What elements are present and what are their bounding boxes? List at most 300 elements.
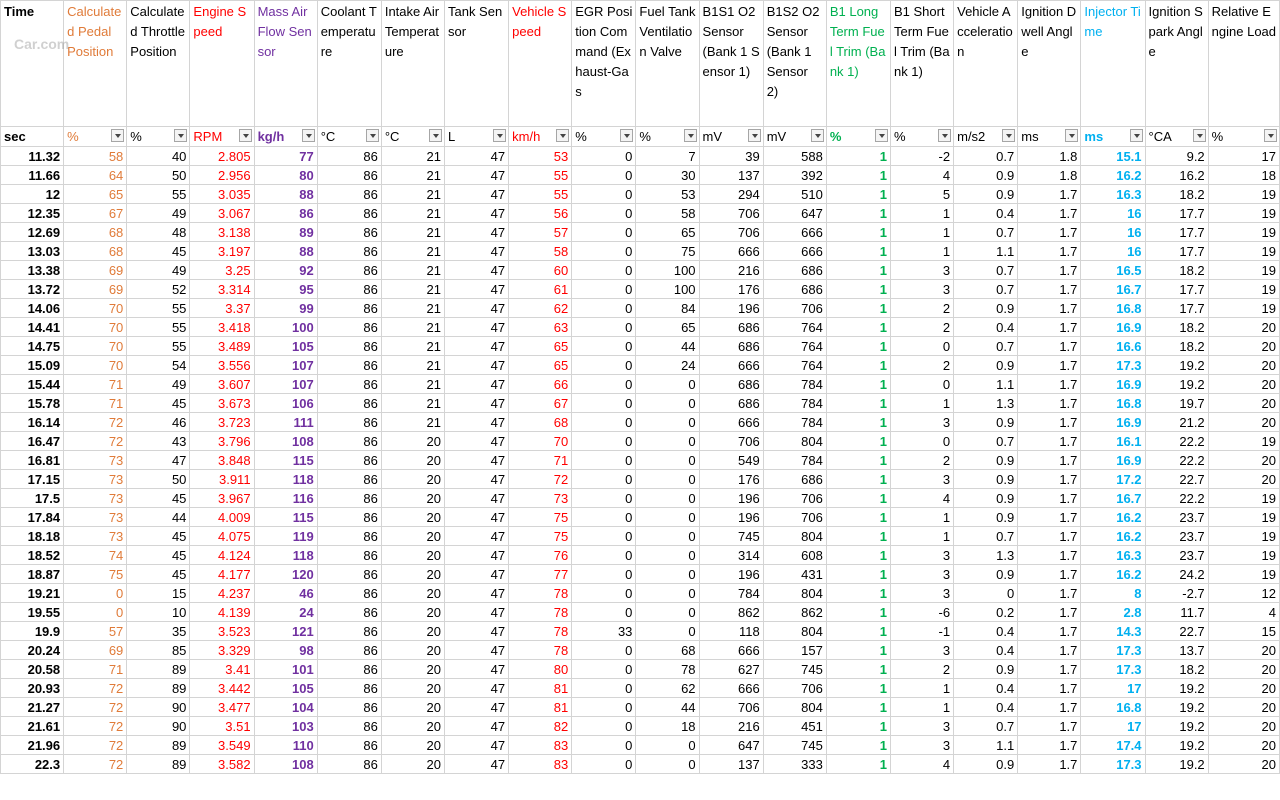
table-cell[interactable]: 0 [636, 622, 699, 641]
table-cell[interactable]: 3.035 [190, 185, 254, 204]
table-cell[interactable]: 12.35 [1, 204, 64, 223]
table-cell[interactable]: 40 [127, 147, 190, 166]
table-cell[interactable]: 47 [444, 242, 508, 261]
table-cell[interactable]: 86 [317, 166, 381, 185]
table-cell[interactable]: 0 [572, 356, 636, 375]
table-cell[interactable]: 17.7 [1145, 299, 1208, 318]
table-cell[interactable]: 50 [127, 166, 190, 185]
table-cell[interactable]: 0.4 [954, 622, 1018, 641]
column-header[interactable]: Intake Air Temperature [381, 1, 444, 127]
table-cell[interactable]: 0 [636, 432, 699, 451]
table-cell[interactable]: 3.067 [190, 204, 254, 223]
table-cell[interactable]: 20 [1208, 755, 1279, 774]
table-cell[interactable]: 19.2 [1145, 717, 1208, 736]
table-cell[interactable]: 1 [890, 527, 953, 546]
table-cell[interactable]: 3.314 [190, 280, 254, 299]
table-cell[interactable]: 20 [381, 698, 444, 717]
table-cell[interactable]: 784 [763, 413, 826, 432]
table-cell[interactable]: 1 [890, 223, 953, 242]
table-cell[interactable]: 15.1 [1081, 147, 1145, 166]
table-cell[interactable]: 16.2 [1081, 166, 1145, 185]
table-cell[interactable]: 2.956 [190, 166, 254, 185]
column-header[interactable]: Ignition Dwell Angle [1018, 1, 1081, 127]
table-cell[interactable]: 1 [826, 698, 890, 717]
filter-dropdown-icon[interactable] [239, 129, 252, 142]
table-cell[interactable]: 47 [444, 394, 508, 413]
table-cell[interactable]: 15 [1208, 622, 1279, 641]
table-cell[interactable]: 706 [763, 299, 826, 318]
table-cell[interactable]: 69 [64, 280, 127, 299]
table-cell[interactable]: 3.607 [190, 375, 254, 394]
table-cell[interactable]: 1 [890, 394, 953, 413]
table-cell[interactable]: 0.9 [954, 185, 1018, 204]
table-cell[interactable]: 104 [254, 698, 317, 717]
table-cell[interactable]: 0 [636, 508, 699, 527]
table-cell[interactable]: 1.7 [1018, 261, 1081, 280]
table-cell[interactable]: 608 [763, 546, 826, 565]
table-cell[interactable]: 47 [444, 546, 508, 565]
table-cell[interactable]: 45 [127, 527, 190, 546]
table-cell[interactable]: 2 [890, 660, 953, 679]
table-cell[interactable]: 58 [636, 204, 699, 223]
column-header[interactable]: Injector Time [1081, 1, 1145, 127]
table-cell[interactable]: 0 [572, 318, 636, 337]
table-cell[interactable]: 88 [254, 242, 317, 261]
table-cell[interactable]: 73 [64, 527, 127, 546]
unit-cell[interactable] [699, 127, 763, 147]
table-cell[interactable]: 0.4 [954, 318, 1018, 337]
table-cell[interactable]: 1 [826, 413, 890, 432]
filter-dropdown-icon[interactable] [429, 129, 442, 142]
table-cell[interactable]: 86 [317, 698, 381, 717]
table-cell[interactable]: 3.556 [190, 356, 254, 375]
table-cell[interactable]: 1.7 [1018, 413, 1081, 432]
table-cell[interactable]: 16 [1081, 223, 1145, 242]
table-cell[interactable]: 86 [254, 204, 317, 223]
table-cell[interactable]: 16.3 [1081, 185, 1145, 204]
table-cell[interactable]: 196 [699, 489, 763, 508]
table-cell[interactable]: 20 [381, 755, 444, 774]
table-cell[interactable]: 0 [572, 755, 636, 774]
table-cell[interactable]: 62 [509, 299, 572, 318]
table-cell[interactable]: 686 [699, 375, 763, 394]
table-cell[interactable]: 0 [572, 261, 636, 280]
table-cell[interactable]: 20 [381, 451, 444, 470]
table-cell[interactable]: 20 [381, 603, 444, 622]
table-cell[interactable]: 86 [317, 546, 381, 565]
table-cell[interactable]: 0 [890, 375, 953, 394]
table-cell[interactable]: 81 [509, 679, 572, 698]
table-cell[interactable]: 22.3 [1, 755, 64, 774]
table-cell[interactable]: 47 [444, 261, 508, 280]
table-cell[interactable]: 16 [1081, 204, 1145, 223]
table-cell[interactable]: 16.14 [1, 413, 64, 432]
table-cell[interactable]: 11.32 [1, 147, 64, 166]
table-cell[interactable]: 21 [381, 375, 444, 394]
table-cell[interactable]: 86 [317, 223, 381, 242]
table-cell[interactable]: 86 [317, 432, 381, 451]
table-cell[interactable]: 0.9 [954, 451, 1018, 470]
table-cell[interactable]: 47 [444, 660, 508, 679]
table-cell[interactable]: 20 [1208, 641, 1279, 660]
table-cell[interactable]: 3.723 [190, 413, 254, 432]
table-cell[interactable]: 47 [444, 470, 508, 489]
table-cell[interactable]: 20 [381, 717, 444, 736]
table-cell[interactable]: 196 [699, 565, 763, 584]
table-cell[interactable]: 1.7 [1018, 242, 1081, 261]
table-cell[interactable]: 90 [127, 717, 190, 736]
table-cell[interactable]: 20 [1208, 470, 1279, 489]
table-cell[interactable]: 3.37 [190, 299, 254, 318]
unit-cell[interactable] [444, 127, 508, 147]
table-cell[interactable]: 0 [636, 584, 699, 603]
table-cell[interactable]: 72 [64, 413, 127, 432]
table-cell[interactable]: 5 [890, 185, 953, 204]
unit-cell[interactable] [1208, 127, 1279, 147]
table-cell[interactable]: 19 [1208, 280, 1279, 299]
table-cell[interactable]: 105 [254, 337, 317, 356]
table-cell[interactable]: 12 [1208, 584, 1279, 603]
table-cell[interactable]: 1 [826, 546, 890, 565]
table-cell[interactable]: 47 [444, 337, 508, 356]
table-cell[interactable]: 686 [699, 337, 763, 356]
table-cell[interactable]: 3.967 [190, 489, 254, 508]
table-cell[interactable]: 0.4 [954, 641, 1018, 660]
table-cell[interactable]: 18.2 [1145, 318, 1208, 337]
table-cell[interactable]: 72 [509, 470, 572, 489]
table-cell[interactable]: 19.2 [1145, 375, 1208, 394]
table-cell[interactable]: 0.9 [954, 356, 1018, 375]
table-cell[interactable]: 20 [381, 527, 444, 546]
table-cell[interactable]: 3.848 [190, 451, 254, 470]
table-cell[interactable]: 666 [699, 413, 763, 432]
table-cell[interactable]: 13.03 [1, 242, 64, 261]
table-cell[interactable]: -1 [890, 622, 953, 641]
table-cell[interactable]: 1 [890, 508, 953, 527]
unit-cell[interactable] [127, 127, 190, 147]
table-cell[interactable]: 764 [763, 337, 826, 356]
table-cell[interactable]: 0 [572, 204, 636, 223]
table-cell[interactable]: 11.66 [1, 166, 64, 185]
column-header[interactable]: Coolant Temperature [317, 1, 381, 127]
table-cell[interactable]: 47 [444, 508, 508, 527]
table-cell[interactable]: 0 [636, 375, 699, 394]
table-cell[interactable]: 22.7 [1145, 470, 1208, 489]
table-cell[interactable]: 4.139 [190, 603, 254, 622]
table-cell[interactable]: 784 [763, 451, 826, 470]
table-cell[interactable]: 784 [763, 375, 826, 394]
table-cell[interactable]: 20 [1208, 318, 1279, 337]
table-cell[interactable]: 20 [1208, 698, 1279, 717]
table-cell[interactable]: 1.7 [1018, 489, 1081, 508]
table-cell[interactable]: 804 [763, 584, 826, 603]
table-cell[interactable]: 21 [381, 242, 444, 261]
column-header[interactable]: Tank Sensor [444, 1, 508, 127]
column-header[interactable]: Relative Engine Load [1208, 1, 1279, 127]
table-cell[interactable]: 100 [636, 261, 699, 280]
table-cell[interactable]: 16.1 [1081, 432, 1145, 451]
table-cell[interactable]: 86 [317, 489, 381, 508]
table-cell[interactable]: 3.25 [190, 261, 254, 280]
table-cell[interactable]: 19.2 [1145, 755, 1208, 774]
table-cell[interactable]: 3.329 [190, 641, 254, 660]
table-cell[interactable]: 16.9 [1081, 375, 1145, 394]
table-cell[interactable]: 86 [317, 584, 381, 603]
table-cell[interactable]: 1 [826, 622, 890, 641]
table-cell[interactable]: 107 [254, 375, 317, 394]
table-cell[interactable]: 4.237 [190, 584, 254, 603]
table-cell[interactable]: 74 [64, 546, 127, 565]
table-cell[interactable]: 1.7 [1018, 641, 1081, 660]
table-cell[interactable]: 86 [317, 299, 381, 318]
table-cell[interactable]: 1.1 [954, 242, 1018, 261]
table-cell[interactable]: 106 [254, 394, 317, 413]
unit-cell[interactable] [381, 127, 444, 147]
table-cell[interactable]: 47 [444, 299, 508, 318]
table-cell[interactable]: 86 [317, 185, 381, 204]
table-cell[interactable]: 1 [826, 299, 890, 318]
table-cell[interactable]: 95 [254, 280, 317, 299]
table-cell[interactable]: 47 [444, 755, 508, 774]
column-header[interactable]: Calculated Pedal Position [64, 1, 127, 127]
unit-cell[interactable] [509, 127, 572, 147]
unit-cell[interactable] [64, 127, 127, 147]
table-cell[interactable]: 17.15 [1, 470, 64, 489]
table-cell[interactable]: 0 [572, 470, 636, 489]
table-cell[interactable]: 1 [826, 641, 890, 660]
table-cell[interactable]: 1.3 [954, 394, 1018, 413]
table-cell[interactable]: 86 [317, 204, 381, 223]
table-cell[interactable]: 47 [444, 679, 508, 698]
table-cell[interactable]: 16.9 [1081, 451, 1145, 470]
table-cell[interactable]: 4.124 [190, 546, 254, 565]
table-cell[interactable]: 16.6 [1081, 337, 1145, 356]
table-cell[interactable]: 0 [572, 603, 636, 622]
table-cell[interactable]: 19 [1208, 261, 1279, 280]
table-cell[interactable]: 1 [826, 147, 890, 166]
table-cell[interactable]: 19.2 [1145, 698, 1208, 717]
table-cell[interactable]: 19.55 [1, 603, 64, 622]
table-cell[interactable]: 0 [572, 166, 636, 185]
table-cell[interactable]: 17.3 [1081, 755, 1145, 774]
table-cell[interactable]: 16.7 [1081, 280, 1145, 299]
table-cell[interactable]: 0 [636, 413, 699, 432]
table-cell[interactable]: 92 [254, 261, 317, 280]
filter-dropdown-icon[interactable] [938, 129, 951, 142]
table-cell[interactable]: 86 [317, 451, 381, 470]
table-cell[interactable]: 1 [826, 584, 890, 603]
table-cell[interactable]: 1 [826, 185, 890, 204]
table-cell[interactable]: 77 [254, 147, 317, 166]
filter-dropdown-icon[interactable] [748, 129, 761, 142]
table-cell[interactable]: 23.7 [1145, 527, 1208, 546]
table-cell[interactable]: 20 [381, 470, 444, 489]
table-cell[interactable]: 21 [381, 166, 444, 185]
table-cell[interactable]: 1 [826, 736, 890, 755]
table-cell[interactable]: 3.549 [190, 736, 254, 755]
table-cell[interactable]: 86 [317, 679, 381, 698]
table-cell[interactable]: 89 [127, 736, 190, 755]
table-cell[interactable]: 0 [636, 565, 699, 584]
table-cell[interactable]: 19.9 [1, 622, 64, 641]
table-cell[interactable]: 0 [572, 299, 636, 318]
table-cell[interactable]: 19 [1208, 508, 1279, 527]
table-cell[interactable]: 0 [572, 280, 636, 299]
table-cell[interactable]: 14.06 [1, 299, 64, 318]
table-cell[interactable]: 21 [381, 204, 444, 223]
table-cell[interactable]: 21.61 [1, 717, 64, 736]
table-cell[interactable]: 1.7 [1018, 736, 1081, 755]
table-cell[interactable]: 3.911 [190, 470, 254, 489]
table-cell[interactable]: 0 [572, 451, 636, 470]
table-cell[interactable]: 18 [1208, 166, 1279, 185]
table-cell[interactable]: 686 [699, 318, 763, 337]
table-cell[interactable]: 20 [381, 489, 444, 508]
table-cell[interactable]: 47 [444, 717, 508, 736]
table-cell[interactable]: 20 [1208, 337, 1279, 356]
table-cell[interactable]: 0 [572, 375, 636, 394]
table-cell[interactable]: 666 [699, 641, 763, 660]
table-cell[interactable]: 0 [636, 603, 699, 622]
table-cell[interactable]: 4 [890, 166, 953, 185]
table-cell[interactable]: 804 [763, 527, 826, 546]
table-cell[interactable]: 73 [64, 508, 127, 527]
table-cell[interactable]: 0.7 [954, 280, 1018, 299]
table-cell[interactable]: 86 [317, 527, 381, 546]
table-cell[interactable]: 78 [509, 584, 572, 603]
table-cell[interactable]: 1 [826, 660, 890, 679]
table-cell[interactable]: 1.1 [954, 736, 1018, 755]
table-cell[interactable]: 3.418 [190, 318, 254, 337]
table-cell[interactable]: 0.7 [954, 261, 1018, 280]
table-cell[interactable]: 3.138 [190, 223, 254, 242]
table-cell[interactable]: 70 [509, 432, 572, 451]
table-cell[interactable]: 3 [890, 280, 953, 299]
table-cell[interactable]: 0.7 [954, 147, 1018, 166]
table-cell[interactable]: 21 [381, 223, 444, 242]
table-cell[interactable]: 55 [127, 318, 190, 337]
column-header[interactable]: Vehicle Speed [509, 1, 572, 127]
table-cell[interactable]: 3 [890, 261, 953, 280]
table-cell[interactable]: 8 [1081, 584, 1145, 603]
table-cell[interactable]: 47 [444, 489, 508, 508]
table-cell[interactable]: 0.7 [954, 527, 1018, 546]
table-cell[interactable]: 21 [381, 413, 444, 432]
table-cell[interactable]: 0.9 [954, 489, 1018, 508]
table-cell[interactable]: 15.09 [1, 356, 64, 375]
table-cell[interactable]: 67 [509, 394, 572, 413]
table-cell[interactable]: 666 [763, 223, 826, 242]
table-cell[interactable]: 81 [509, 698, 572, 717]
table-cell[interactable]: 19.2 [1145, 736, 1208, 755]
table-cell[interactable]: 20.58 [1, 660, 64, 679]
table-cell[interactable]: 627 [699, 660, 763, 679]
table-cell[interactable]: 12.69 [1, 223, 64, 242]
table-cell[interactable]: 314 [699, 546, 763, 565]
table-cell[interactable]: 45 [127, 489, 190, 508]
table-cell[interactable]: 83 [509, 736, 572, 755]
unit-cell[interactable] [954, 127, 1018, 147]
table-cell[interactable]: 0 [954, 584, 1018, 603]
table-cell[interactable]: 1 [890, 679, 953, 698]
table-cell[interactable]: 17.5 [1, 489, 64, 508]
table-cell[interactable]: 86 [317, 717, 381, 736]
table-cell[interactable]: 75 [64, 565, 127, 584]
table-cell[interactable]: 666 [699, 679, 763, 698]
table-cell[interactable]: 68 [64, 223, 127, 242]
table-cell[interactable]: 0 [636, 527, 699, 546]
table-cell[interactable]: 647 [763, 204, 826, 223]
table-cell[interactable]: 75 [509, 508, 572, 527]
table-cell[interactable]: 48 [127, 223, 190, 242]
table-cell[interactable]: 86 [317, 736, 381, 755]
table-cell[interactable]: 44 [636, 698, 699, 717]
table-cell[interactable]: 55 [509, 185, 572, 204]
table-cell[interactable]: 22.2 [1145, 451, 1208, 470]
column-header[interactable]: B1 Long Term Fuel Trim (Bank 1) [826, 1, 890, 127]
table-cell[interactable]: 86 [317, 147, 381, 166]
table-cell[interactable]: 70 [64, 318, 127, 337]
table-cell[interactable]: 61 [509, 280, 572, 299]
table-cell[interactable]: 19 [1208, 527, 1279, 546]
table-cell[interactable]: 1.7 [1018, 280, 1081, 299]
table-cell[interactable]: 57 [64, 622, 127, 641]
table-cell[interactable]: 1.7 [1018, 356, 1081, 375]
table-cell[interactable]: 19.2 [1145, 356, 1208, 375]
table-cell[interactable]: 0.9 [954, 565, 1018, 584]
table-cell[interactable]: 2.805 [190, 147, 254, 166]
table-cell[interactable]: 2 [890, 299, 953, 318]
table-cell[interactable]: 72 [64, 736, 127, 755]
table-cell[interactable]: 1 [826, 375, 890, 394]
table-cell[interactable]: 3 [890, 717, 953, 736]
table-cell[interactable]: 22.2 [1145, 432, 1208, 451]
table-cell[interactable]: 100 [254, 318, 317, 337]
table-cell[interactable]: 4.177 [190, 565, 254, 584]
table-cell[interactable]: 706 [699, 698, 763, 717]
table-cell[interactable]: 16.2 [1145, 166, 1208, 185]
table-cell[interactable]: 16.8 [1081, 299, 1145, 318]
table-cell[interactable]: 1.7 [1018, 755, 1081, 774]
table-cell[interactable]: 20 [1208, 356, 1279, 375]
table-cell[interactable]: 1 [826, 755, 890, 774]
table-cell[interactable]: 105 [254, 679, 317, 698]
table-cell[interactable]: 47 [444, 584, 508, 603]
table-cell[interactable]: 16.9 [1081, 413, 1145, 432]
table-cell[interactable]: 115 [254, 451, 317, 470]
table-cell[interactable]: 1.7 [1018, 603, 1081, 622]
table-cell[interactable]: 1 [826, 489, 890, 508]
table-cell[interactable]: 46 [127, 413, 190, 432]
table-cell[interactable]: 47 [444, 318, 508, 337]
table-cell[interactable]: 13.38 [1, 261, 64, 280]
table-cell[interactable]: 18.87 [1, 565, 64, 584]
table-cell[interactable]: 68 [509, 413, 572, 432]
table-cell[interactable]: 13.72 [1, 280, 64, 299]
table-cell[interactable]: 86 [317, 470, 381, 489]
table-cell[interactable]: 1 [826, 470, 890, 489]
table-cell[interactable]: 71 [64, 394, 127, 413]
table-cell[interactable]: 16.5 [1081, 261, 1145, 280]
table-cell[interactable]: 0.9 [954, 508, 1018, 527]
table-cell[interactable]: 82 [509, 717, 572, 736]
table-cell[interactable]: 90 [127, 698, 190, 717]
table-cell[interactable]: 78 [636, 660, 699, 679]
table-cell[interactable]: 39 [699, 147, 763, 166]
unit-cell[interactable] [572, 127, 636, 147]
table-cell[interactable]: 157 [763, 641, 826, 660]
table-cell[interactable]: 20 [1208, 394, 1279, 413]
